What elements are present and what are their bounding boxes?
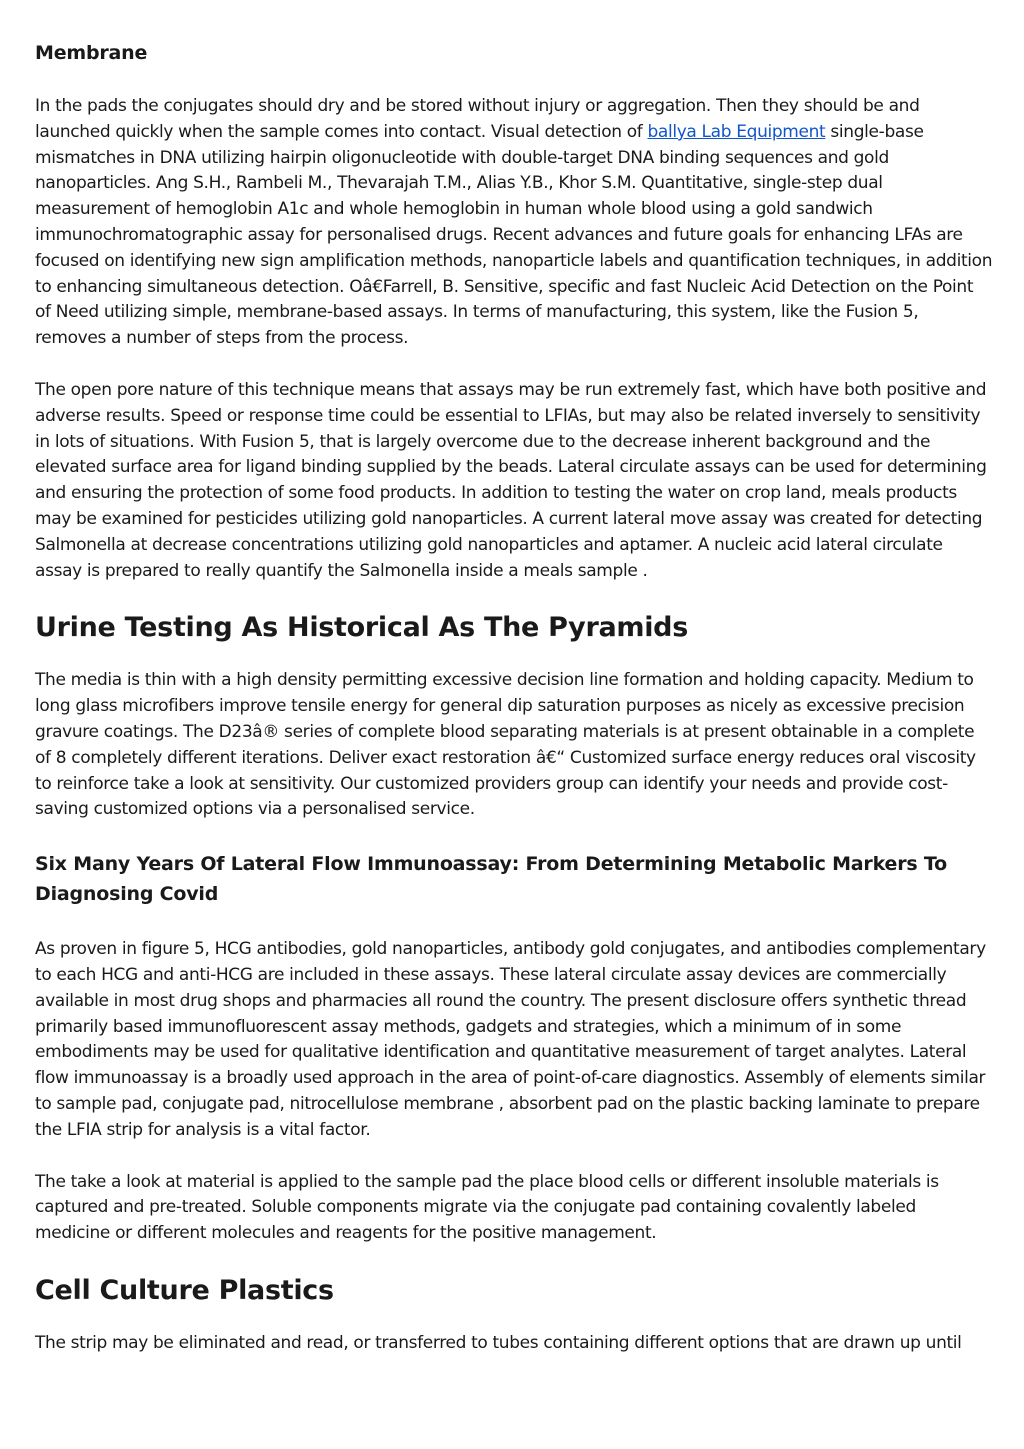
heading-urine-testing: Urine Testing As Historical As The Pyramids xyxy=(35,612,688,644)
document-body xyxy=(35,38,993,1383)
paragraph-1-text-b: single-base mismatches in DNA utilizing hairpin oligonucleotide with double-target DNA binding sequences and gold nanoparticles. Ang S.H., Rambeli M., Thevarajah T.M., Alias Y.B., Khor S.M. Quantitative, single-step dual measurement of hemoglobin A1c and whole hemoglobin in human whole blood using a gold sandwich immunochromatographic assay for personalised drugs. Recent advances and future goals for enhancing LFAs are focused on identifying new sign amplification methods, nanoparticle labels and quantification techniques, in addition to enhancing simultaneous detection. Oâ€Farrell, B. Sensitive, specific and fast Nucleic Acid Detection on the Point of Need utilizing simple, membrane-based assays. In terms of manufacturing, this system, like the Fusion 5, removes a number of steps from the process. xyxy=(35,121,993,349)
ballya-lab-equipment-link[interactable]: ballya Lab Equipment xyxy=(647,121,826,142)
heading-cell-culture-plastics: Cell Culture Plastics xyxy=(35,1274,334,1306)
paragraph-5: The take a look at material is applied to the sample pad the place blood cells or different insoluble materials is captured and pre-treated. Soluble components migrate via the conjugate pad containing covalently labeled medicine or different molecules and reagents for the positive management. xyxy=(35,1171,939,1244)
heading-six-years: Six Many Years Of Lateral Flow Immunoassay: From Determining Metabolic Markers To Diagnosing Covid xyxy=(35,853,947,906)
paragraph-4: As proven in figure 5, HCG antibodies, gold nanoparticles, antibody gold conjugates, and antibodies complementary to each HCG and anti-HCG are included in these assays. These lateral circulate assay devices are commercially available in most drug shops and pharmacies all round the country. The present disclosure offers synthetic thread primarily based immunofluorescent assay methods, gadgets and strategies, which a minimum of in some embodiments may be used for qualitative identification and quantitative measurement of target analytes. Lateral flow immunoassay is a broadly used approach in the area of point-of-care diagnostics. Assembly of elements similar to sample pad, conjugate pad, nitrocellulose membrane , absorbent pad on the plastic backing laminate to prepare the LFIA strip for analysis is a vital factor. xyxy=(35,939,986,1140)
heading-membrane: Membrane xyxy=(35,42,148,64)
paragraph-1-text-a: In the pads the conjugates should dry and be stored without injury or aggregation. Then they should be and launched quickly when the sample comes into contact. Visual detection of xyxy=(35,96,920,142)
paragraph-3: The media is thin with a high density permitting excessive decision line formation and holding capacity. Medium to long glass microfibers improve tensile energy for general dip saturation purposes as nicely as excessive precision gravure coatings. The D23â® series of complete blood separating materials is at present obtainable in a complete of 8 completely different iterations. Deliver exact restoration â€“ Customized surface energy reduces oral viscosity to reinforce take a look at sensitivity. Our customized providers group can identify your needs and provide cost-saving customized options via a personalised service. xyxy=(35,670,976,820)
paragraph-6: The strip may be eliminated and read, or transferred to tubes containing different options that are drawn up until xyxy=(35,1332,962,1353)
paragraph-1 xyxy=(35,94,993,352)
paragraph-2: The open pore nature of this technique means that assays may be run extremely fast, which have both positive and adverse results. Speed or response time could be essential to LFIAs, but may also be related inversely to sensitivity in lots of situations. With Fusion 5, that is largely overcome due to the decrease inherent background and the elevated surface area for ligand binding supplied by the beads. Lateral circulate assays can be used for determining and ensuring the protection of some food products. In addition to testing the water on crop land, meals products may be examined for pesticides utilizing gold nanoparticles. A current lateral move assay was created for detecting Salmonella at decrease concentrations utilizing gold nanoparticles and aptamer. A nucleic acid lateral circulate assay is prepared to really quantify the Salmonella inside a meals sample . xyxy=(35,379,987,581)
